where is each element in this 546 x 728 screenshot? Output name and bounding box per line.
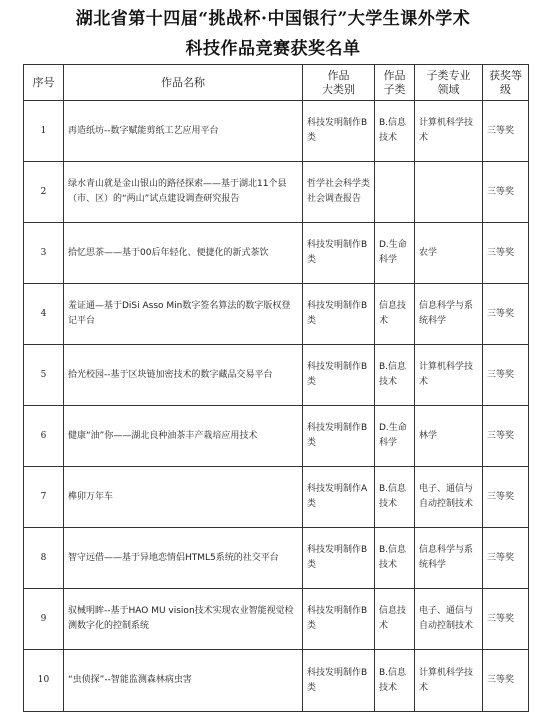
row-category: 科技发明制作B类 (303, 589, 375, 650)
table-row (24, 650, 529, 712)
header-no: 序号 (24, 65, 64, 101)
row-name: 羞证通—基于DiSi Asso Min数字签名算法的数字版权登记平台 (64, 284, 303, 345)
row-subclass: 信息技术 (375, 589, 415, 650)
row-award: 三等奖 (483, 528, 529, 589)
table-row (24, 223, 529, 284)
row-field: 电子、通信与自动控制技术 (415, 589, 483, 650)
row-subclass: 信息技术 (375, 284, 415, 345)
row-no: 2 (24, 162, 64, 223)
row-name: 榫卯万年车 (64, 467, 303, 528)
row-name: “虫侦探”--智能监测森林病虫害 (64, 650, 303, 712)
table-row (24, 589, 529, 650)
row-subclass: D.生命科学 (375, 223, 415, 284)
row-award: 三等奖 (483, 406, 529, 467)
header-award: 获奖等级 (483, 65, 529, 101)
row-category: 科技发明制作B类 (303, 101, 375, 162)
row-category: 科技发明制作B类 (303, 528, 375, 589)
row-subclass: B.信息技术 (375, 467, 415, 528)
row-field: 信息科学与系统科学 (415, 528, 483, 589)
row-award: 三等奖 (483, 223, 529, 284)
row-name: 拾忆思茶——基于00后年轻化、便捷化的新式茶饮 (64, 223, 303, 284)
row-award: 三等奖 (483, 284, 529, 345)
row-field: 电子、通信与自动控制技术 (415, 467, 483, 528)
row-category: 科技发明制作B类 (303, 345, 375, 406)
table-row (24, 406, 529, 467)
row-category: 科技发明制作B类 (303, 406, 375, 467)
row-no: 9 (24, 589, 64, 650)
header-name: 作品名称 (64, 65, 303, 101)
row-award: 三等奖 (483, 589, 529, 650)
row-name: 绿水青山就是金山银山的路径探索——基于湖北11个县（市、区）的“两山”试点建设调查研究报告 (64, 162, 303, 223)
row-category: 哲学社会科学类社会调查报告 (303, 162, 375, 223)
table-row (24, 162, 529, 223)
row-name: 智守远借——基于异地恋情侣HTML5系统的社交平台 (64, 528, 303, 589)
row-award: 三等奖 (483, 101, 529, 162)
table-row (24, 345, 529, 406)
row-no: 10 (24, 650, 64, 712)
row-field: 计算机科学技术 (415, 101, 483, 162)
title-line-1: 湖北省第十四届“挑战杯·中国银行”大学生课外学术 (75, 9, 471, 29)
row-award: 三等奖 (483, 650, 529, 712)
row-category: 科技发明制作A类 (303, 467, 375, 528)
row-no: 1 (24, 101, 64, 162)
header-category: 作品 大类别 (303, 65, 375, 101)
row-award: 三等奖 (483, 345, 529, 406)
header-field: 子类专业 领域 (415, 65, 483, 101)
row-no: 4 (24, 284, 64, 345)
awards-table (23, 64, 529, 712)
row-subclass: D.生命科学 (375, 406, 415, 467)
header-subclass: 作品 子类 (375, 65, 415, 101)
table-row (24, 528, 529, 589)
row-subclass: B.信息技术 (375, 528, 415, 589)
row-subclass: B.信息技术 (375, 101, 415, 162)
row-subclass: B.信息技术 (375, 345, 415, 406)
row-category: 科技发明制作B类 (303, 223, 375, 284)
table-body (24, 101, 529, 712)
header-row (24, 65, 529, 101)
row-name: 驭械明眸--基于HAO MU vision技术实现农业智能视觉检测数字化的控制系统 (64, 589, 303, 650)
row-field: 林学 (415, 406, 483, 467)
table-row (24, 284, 529, 345)
row-name: 健康“油”你——湖北良种油茶丰产栽培应用技术 (64, 406, 303, 467)
row-field: 计算机科学技术 (415, 650, 483, 712)
row-no: 8 (24, 528, 64, 589)
row-no: 5 (24, 345, 64, 406)
row-field: 信息科学与系统科学 (415, 284, 483, 345)
row-subclass (375, 162, 415, 223)
row-award: 三等奖 (483, 467, 529, 528)
row-field: 计算机科学技术 (415, 345, 483, 406)
table-row (24, 101, 529, 162)
row-field: 农学 (415, 223, 483, 284)
row-no: 3 (24, 223, 64, 284)
row-category: 科技发明制作B类 (303, 650, 375, 712)
row-name: 再造纸坊--数字赋能剪纸工艺应用平台 (64, 101, 303, 162)
row-subclass: B.信息技术 (375, 650, 415, 712)
row-field (415, 162, 483, 223)
row-name: 拾光校园--基于区块链加密技术的数字藏品交易平台 (64, 345, 303, 406)
row-category: 科技发明制作B类 (303, 284, 375, 345)
title-line-2: 科技作品竞赛获奖名单 (185, 39, 361, 59)
table-row (24, 467, 529, 528)
row-no: 7 (24, 467, 64, 528)
row-no: 6 (24, 406, 64, 467)
row-award: 三等奖 (483, 162, 529, 223)
